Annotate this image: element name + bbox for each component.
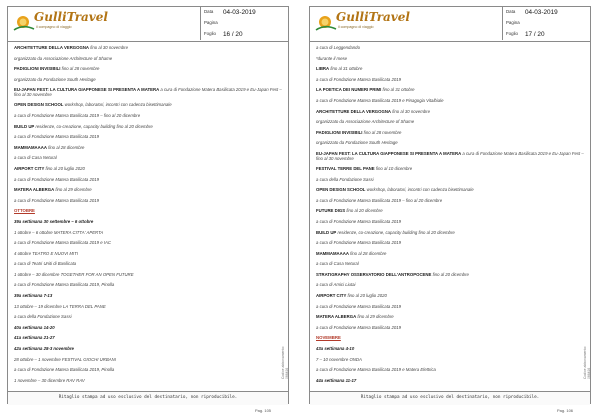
line-detail: fino al 20 luglio 2020 [346,293,387,299]
event-detail-line [14,357,282,368]
line-text: MATERA ALBERGA [316,314,357,320]
sheet-label: Foglio [506,31,518,36]
line-detail: fino al 30 novembre [89,45,128,50]
event-detail-line [316,177,584,188]
line-detail: fino al 29 dicembre [54,187,92,193]
event-title-line [14,87,282,102]
line-detail: fino al 20 dicembre [431,271,469,277]
event-detail-line [316,357,584,368]
line-text: LA POETICA DEI NUMERI PRIMI [316,87,382,93]
line-text: a cura di Fondazione Matera Basilicata 2019 – fino al 20 dicembre [316,197,443,203]
footer-band [8,391,288,405]
event-detail-line [14,304,282,315]
line-text: 1 ottobre – 30 dicembre TOGETHER FOR AN OPEN FUTURE [14,271,134,277]
event-detail-line [316,77,584,88]
subscription-code [582,345,591,381]
line-detail: residenze, co-creazione, capacity building fino al 20 dicembre [34,123,153,129]
event-detail-line [14,198,282,209]
line-text: 39a settimana 7-13 [14,293,53,299]
event-title-line [316,251,584,262]
week-heading [14,219,282,230]
line-text: BUILD UP [14,123,35,129]
line-text: 42a settimana 28-3 novembre [14,346,74,352]
page-label: Pagina [204,20,218,25]
event-detail-line [14,155,282,166]
logo-tagline: il compagno di viaggio [338,25,374,29]
event-detail-line [316,140,584,151]
line-text: ARCHITETTURE DELLA VERGOGNA [14,45,90,50]
line-text: 7 – 10 novembre ONDA [316,356,362,362]
line-text: 13 ottobre – 19 dicembre LA TERRA DEL PANE [14,303,106,309]
week-heading [14,335,282,346]
line-text: organizzato da Associazione Architecture of Shame [316,119,415,125]
line-text: OPEN DESIGN SCHOOL [14,102,64,108]
meta-page-row [201,18,290,29]
event-detail-line [316,282,584,293]
line-text: *durante il mese [316,55,348,61]
event-title-line [316,109,584,120]
line-text: a cura di Casa Netural [14,155,57,161]
event-title-line [14,187,282,198]
month-heading [14,208,282,219]
sheet-value: 17 / 20 [525,31,545,38]
line-text: 40a settimana 14-20 [14,324,55,330]
event-detail-line [14,77,282,88]
week-heading [316,346,584,357]
meta-sheet-row [503,29,592,40]
meta-page-row [503,18,592,29]
gullitravel-logo [314,10,410,36]
footer-disclaimer: Ritaglio stampa ad uso esclusivo del destinatario, non riproducibile. [58,395,238,400]
event-title-line [316,230,584,241]
line-text: a cura di Fondazione Matera Basilicata 2019 [316,324,402,330]
line-text: a cura di Teatri Uniti di Basilicata [14,261,77,267]
clipping-page-right [309,6,591,404]
line-detail: fino al 20 dicembre [345,208,383,214]
line-text: a cura di Fondazione Matera Basilicata 2019 [316,303,402,309]
subscription-code-label: Codice abbonamento: [583,345,587,379]
line-text: 4 ottobre TEATRO E NUOVI MITI [14,250,78,256]
event-detail-line [14,378,282,389]
footer-band [310,391,590,405]
line-text: LIBRA [316,66,330,72]
line-detail: residenze, co-creazione, capacity building fino al 20 dicembre [336,229,455,235]
event-detail-line [316,367,584,378]
meta-sheet-row [201,29,290,40]
event-title-line [316,151,584,166]
line-text: PADIGLIONI INVISIBILI [316,129,363,135]
event-title-line [14,102,282,113]
event-detail-line [14,251,282,262]
line-detail: fino al 29 dicembre [356,314,394,320]
line-text: 43a settimana 4-10 [316,346,355,352]
line-text: a cura di Fondazione Matera Basilicata 2019 [316,218,402,224]
event-detail-line [316,304,584,315]
event-title-line [316,293,584,304]
logo-name: GulliTravel [336,10,410,24]
event-detail-line [14,230,282,241]
line-detail: fino al 20 luglio 2020 [44,165,85,171]
line-detail: fino al 28 novembre [362,129,402,135]
event-detail-line [14,272,282,283]
line-text: EU-JAPAN FEST: LA CULTURA GIAPPONESE SI PRESENTA A MATERA [14,87,160,93]
date-label: Data [204,9,214,14]
event-detail-line [316,45,584,56]
event-title-line [316,66,584,77]
line-detail: fino al 31 ottobre [381,87,415,93]
week-heading [316,378,584,389]
line-text: organizzato da Fondazione South Heritage [14,76,96,82]
date-value: 04-03-2019 [525,9,558,16]
page-label: Pagina [506,20,520,25]
event-detail-line [14,240,282,251]
line-text: 39a settimana 30 settembre – 6 ottobre [14,218,94,224]
event-title-line [14,145,282,156]
event-detail-line [14,56,282,67]
line-text: a cura di Fondazione Matera Basilicata 2019, Pinolla [14,367,115,373]
page-header [310,7,590,42]
event-detail-line [316,240,584,251]
month-heading [316,335,584,346]
week-heading [14,346,282,357]
line-text: a cura di Fondazione Matera Basilicata 2019 [14,176,100,182]
event-title-line [316,272,584,283]
sun-icon [12,10,36,34]
clipping-meta [502,7,592,40]
event-detail-line [14,134,282,145]
event-title-line [14,66,282,77]
line-text: BUILD UP [316,229,337,235]
event-title-line [316,130,584,141]
line-text: 41a settimana 21-27 [14,335,55,341]
line-text: a cura di Fondazione Matera Basilicata 2019 [14,197,100,203]
line-detail: fino al 28 dicembre [348,250,387,256]
line-detail: fino al 10 dicembre [374,165,413,171]
line-text: ARCHITETTURE DELLA VERGOGNA [316,108,392,114]
line-text: a cura di Fondazione Matera Basilicata 2019 – fino al 20 dicembre [14,112,141,118]
line-text: MAMMAMAAAA [14,144,47,150]
event-detail-line [14,177,282,188]
gullitravel-logo [12,10,108,36]
line-text: a cura di Leggendando [316,45,360,50]
line-text: a cura di Casa Netural [316,261,359,267]
line-detail: fino al 30 novembre [391,108,430,114]
subscription-code-value: 066416 [285,367,289,379]
line-text: MAMMAMAAAA [316,250,349,256]
week-heading [14,293,282,304]
logo-name: GulliTravel [34,10,108,24]
line-text: a cura di Fondazione Matera Basilicata 2019, Pinolla [14,282,115,288]
logo-tagline: il compagno di viaggio [36,25,72,29]
line-detail: fino al 28 novembre [60,66,100,72]
line-text: MATERA ALBERGA [14,187,55,193]
line-text: NOVEMBRE [316,335,341,341]
line-text: a cura di Fondazione Matera Basilicata 2019 e Matera Elettrica [316,367,436,373]
line-text: a cura di Fondazione Matera Basilicata 2019 [316,240,402,246]
clipping-page-left [7,6,289,404]
line-text: organizzato da Fondazione South Heritage [316,140,398,146]
line-text: a cura di Fondazione Matera Basilicata 2019 [14,134,100,140]
line-text: OPEN DESIGN SCHOOL [316,187,366,193]
subscription-code-label: Codice abbonamento: [281,345,285,379]
event-detail-line [316,198,584,209]
week-heading [14,325,282,336]
sun-icon [314,10,338,34]
page-number-right: Pag. 106 [557,408,574,413]
event-detail-line [316,119,584,130]
date-label: Data [506,9,516,14]
event-title-line [14,45,282,56]
event-detail-line [14,314,282,325]
meta-date-row [201,7,290,18]
line-text: a cura della Fondazione Sassi [14,314,72,320]
line-text: a cura di Fondazione Matera Basilicata 2019 e Pinagogia Vitalbiale [316,97,444,103]
line-detail: a cura di Fondazione Matera Basilicata 2019 e Eu-Japan Fest – fino al 30 novembre [316,150,584,161]
page-header [8,7,288,42]
line-detail: fino al 31 ottobre [329,66,363,72]
subscription-code [280,345,289,381]
line-text: AIRPORT CITY [316,293,347,299]
line-text: FESTIVAL TERRE DEL PANE [316,165,375,171]
sheet-value: 16 / 20 [223,31,243,38]
date-value: 04-03-2019 [223,9,256,16]
line-detail: fino al 28 dicembre [46,144,85,150]
article-body [8,42,288,388]
event-title-line [316,166,584,177]
line-detail: workshop, laboratori, incontri con cadenza bisettimanale [63,102,172,108]
event-detail-line [316,325,584,336]
event-detail-line [316,56,584,67]
event-detail-line [316,98,584,109]
event-title-line [316,314,584,325]
event-detail-line [14,261,282,272]
line-text: 44a settimana 11-17 [316,377,357,383]
line-text: EU-JAPAN FEST: LA CULTURA GIAPPONESE SI PRESENTA A MATERA [316,150,462,156]
event-title-line [316,187,584,198]
line-text: a cura di Fondazione Matera Basilicata 2019 [316,76,402,82]
event-title-line [14,124,282,135]
line-text: a cura di Fondazione Matera Basilicata 2019 e IAC [14,240,111,246]
line-text: a cura di Amici Liutai [316,282,356,288]
line-text: a cura della Fondazione Sassi [316,176,374,182]
line-text: OTTOBRE [14,208,35,214]
event-detail-line [14,113,282,124]
line-text: STRATIGRAPHY OSSERVATORIO DELL'ANTROPOCENE [316,271,432,277]
article-body [310,42,590,388]
event-title-line [316,87,584,98]
line-text: AIRPORT CITY [14,165,45,171]
event-detail-line [14,282,282,293]
line-detail: a cura di Fondazione Matera Basilicata 2019 e Eu-Japan Fest – fino al 30 novembre [14,87,282,98]
event-detail-line [316,219,584,230]
line-text: 28 ottobre – 1 novembre FESTIVAL GIOCHI URBANI [14,356,116,362]
event-title-line [14,166,282,177]
sheet-label: Foglio [204,31,216,36]
event-title-line [316,208,584,219]
page-number-left: Pag. 105 [255,408,272,413]
event-detail-line [316,261,584,272]
line-text: FUTURE DIGS [316,208,346,214]
line-text: 1 ottobre – 6 ottobre MATERA CITTA' APERTA [14,229,104,235]
line-text: 1 novembre – 30 dicembre RAV RAV [14,377,85,383]
meta-date-row [503,7,592,18]
footer-disclaimer: Ritaglio stampa ad uso esclusivo del destinatario, non riproducibile. [360,395,540,400]
subscription-code-value: 066416 [587,367,591,379]
line-text: PADIGLIONI INVISIBILI [14,66,61,72]
event-detail-line [14,367,282,378]
line-detail: workshop, laboratori, incontri con cadenza bisettimanale [365,187,474,193]
clipping-meta [200,7,290,40]
line-text: organizzato da Associazione Architecture of Shame [14,55,113,61]
